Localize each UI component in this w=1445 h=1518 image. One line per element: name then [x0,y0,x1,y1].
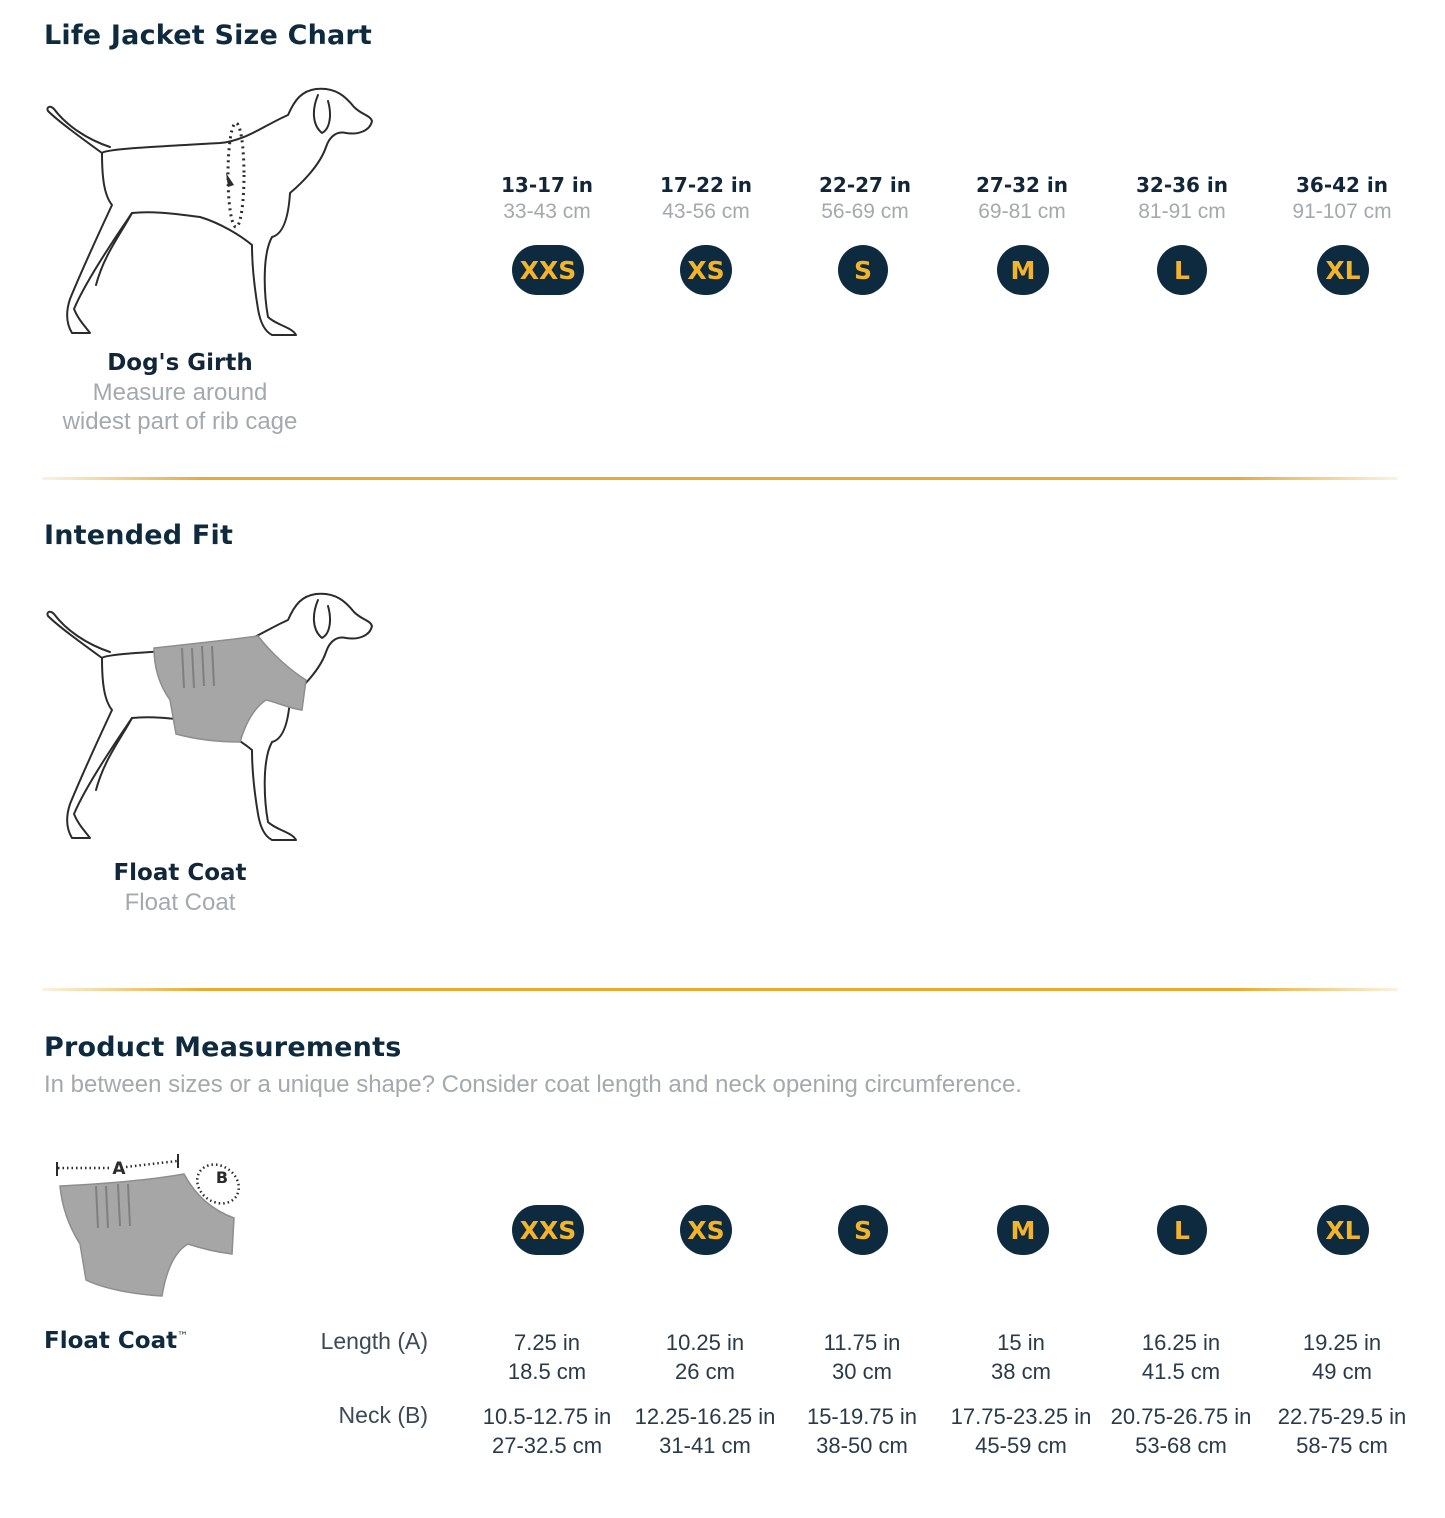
size-badge-xxs: XXS [512,1205,584,1255]
length-centimeters: 41.5 cm [1141,1359,1221,1384]
size-badge-l: L [1157,1205,1207,1255]
intended-fit-title: Intended Fit [44,520,234,551]
neck-cell [615,1402,795,1460]
neck-centimeters: 58-75 cm [1296,1433,1388,1458]
length-inches: 16.25 in [1141,1330,1221,1355]
neck-centimeters: 53-68 cm [1135,1433,1227,1458]
length-cell [1252,1328,1432,1386]
girth-description-line2: widest part of rib cage [62,408,298,435]
float-coat-diagram [50,1148,250,1300]
neck-centimeters: 45-59 cm [975,1433,1067,1458]
girth-title: Dog's Girth [107,350,253,376]
girth-range [932,172,1112,226]
range-inches: 22-27 in [818,173,912,197]
size-badge-l: L [1157,245,1207,295]
section-divider [42,988,1398,991]
length-cell [772,1328,952,1386]
neck-cell [1091,1402,1271,1460]
trademark-mark: ™ [177,1329,189,1343]
length-centimeters: 38 cm [991,1359,1051,1384]
section-divider [42,477,1398,480]
fit-product-title: Float Coat [113,860,247,886]
dog-girth-illustration [40,85,380,345]
length-centimeters: 26 cm [675,1359,735,1384]
neck-inches: 20.75-26.75 in [1110,1404,1252,1429]
length-centimeters: 49 cm [1312,1359,1372,1384]
product-name [44,1328,188,1354]
neck-inches: 17.75-23.25 in [950,1404,1092,1429]
size-chart-title: Life Jacket Size Chart [44,20,373,51]
neck-inches: 15-19.75 in [806,1404,918,1429]
range-inches: 32-36 in [1135,173,1229,197]
length-row-label: Length (A) [320,1328,428,1354]
dog-float-coat-illustration [40,590,380,850]
girth-description [10,378,350,436]
neck-centimeters: 31-41 cm [659,1433,751,1458]
size-badge-xs: XS [680,245,732,295]
product-name-text: Float Coat [44,1328,178,1354]
length-cell [931,1328,1111,1386]
neck-row-label: Neck (B) [338,1402,428,1428]
range-centimeters: 43-56 cm [662,200,750,223]
length-inches: 7.25 in [513,1330,581,1355]
fit-product-subtitle: Float Coat [124,889,236,916]
length-inches: 15 in [997,1330,1045,1355]
size-badge-xl: XL [1317,245,1369,295]
range-centimeters: 33-43 cm [503,200,591,223]
neck-inches: 22.75-29.5 in [1277,1404,1407,1429]
length-centimeters: 30 cm [832,1359,892,1384]
range-inches: 17-22 in [659,173,753,197]
product-measurements-title: Product Measurements [44,1032,402,1063]
length-cell [615,1328,795,1386]
size-badge-s: S [838,245,888,295]
length-inches: 11.75 in [823,1330,901,1355]
girth-description-line1: Measure around [92,379,268,406]
length-cell [457,1328,637,1386]
size-badge-m: M [997,1205,1049,1255]
length-inches: 10.25 in [665,1330,745,1355]
neck-cell [1252,1402,1432,1460]
size-badge-xs: XS [680,1205,732,1255]
size-badge-s: S [838,1205,888,1255]
length-inches: 19.25 in [1302,1330,1382,1355]
diagram-label-a: A [112,1159,126,1179]
range-inches: 27-32 in [975,173,1069,197]
size-badge-xxs: XXS [512,245,584,295]
girth-range [457,172,637,226]
range-centimeters: 91-107 cm [1292,200,1392,223]
length-cell [1091,1328,1271,1386]
neck-cell [772,1402,952,1460]
range-inches: 13-17 in [500,173,594,197]
neck-inches: 12.25-16.25 in [634,1404,776,1429]
range-centimeters: 56-69 cm [821,200,909,223]
length-centimeters: 18.5 cm [507,1359,587,1384]
neck-centimeters: 27-32.5 cm [491,1433,603,1458]
neck-cell [931,1402,1111,1460]
range-centimeters: 69-81 cm [978,200,1066,223]
neck-inches: 10.5-12.75 in [482,1404,612,1429]
size-badge-m: M [997,245,1049,295]
neck-cell [457,1402,637,1460]
girth-range [775,172,955,226]
range-centimeters: 81-91 cm [1138,200,1226,223]
girth-range [616,172,796,226]
girth-range [1252,172,1432,226]
product-measurements-subtitle: In between sizes or a unique shape? Consider coat length and neck opening circumference. [44,1071,1022,1098]
girth-range [1092,172,1272,226]
neck-centimeters: 38-50 cm [816,1433,908,1458]
diagram-label-b: B [215,1168,229,1187]
range-inches: 36-42 in [1295,173,1389,197]
size-badge-xl: XL [1317,1205,1369,1255]
